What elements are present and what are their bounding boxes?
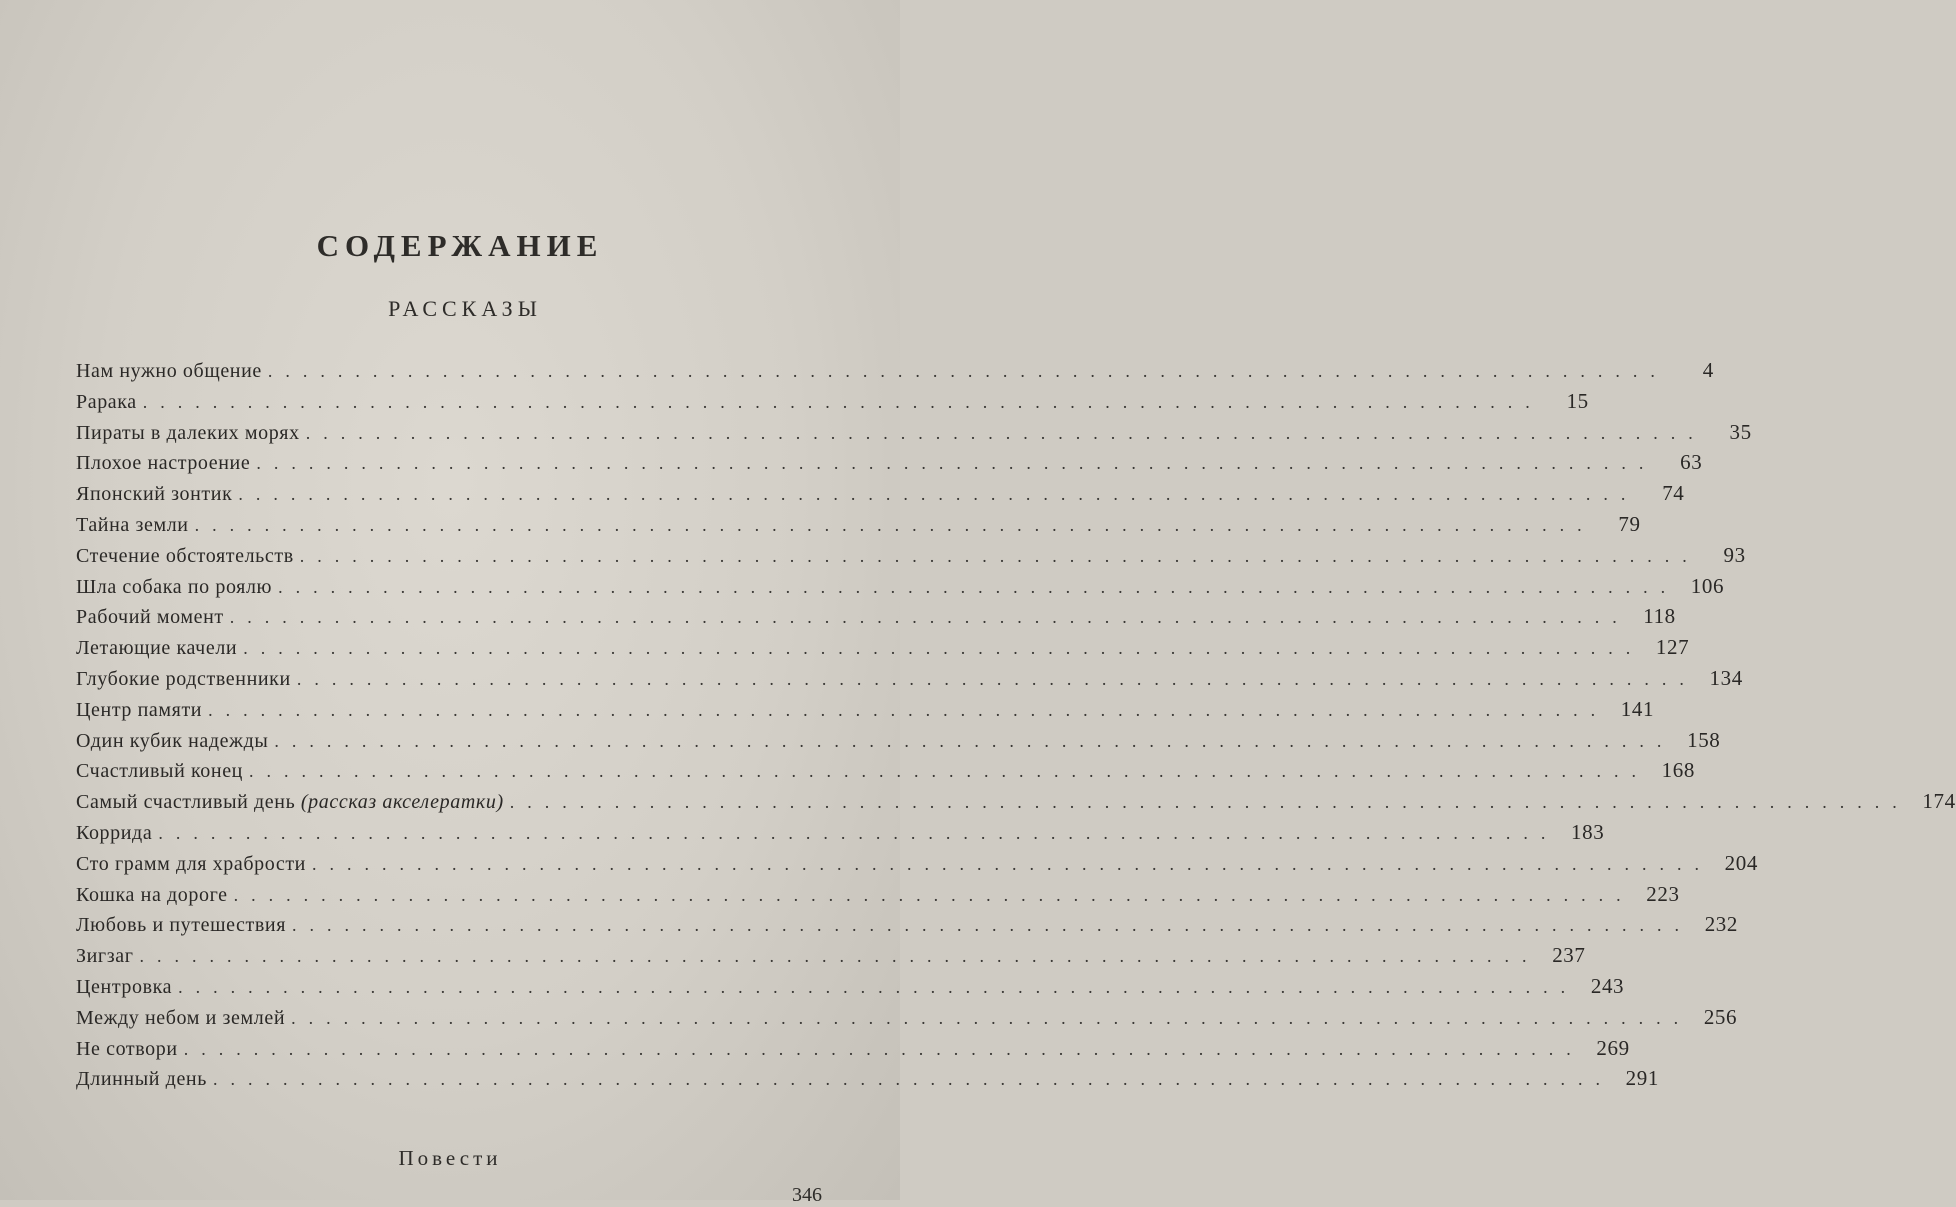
dot-leader: ................................................................................	[305, 422, 1706, 443]
toc-entry	[76, 973, 1625, 1005]
dot-leader: ................................................................................	[139, 946, 1540, 967]
toc-entry-page: 291	[1625, 1066, 1659, 1091]
toc-entry	[76, 881, 1680, 913]
toc-entry-title-text: Коррида	[76, 821, 153, 844]
toc-entry	[76, 727, 1721, 759]
dot-leader: ................................................................................	[311, 853, 1712, 874]
toc-entry	[76, 850, 1758, 882]
toc-entry-title	[76, 822, 152, 845]
toc-entry-title-text: Стечение обстоятельств	[76, 544, 294, 567]
toc-entry-title-text: Центровка	[76, 975, 173, 998]
toc-entry-page: 174	[1922, 789, 1956, 814]
toc-entry-title-text: Плохое настроение	[76, 452, 251, 475]
dot-leader: ................................................................................	[292, 915, 1693, 936]
toc-entry-page: 223	[1646, 881, 1680, 906]
toc-entry-title	[76, 391, 137, 414]
toc-entry-title-text: Тайна земли	[76, 513, 189, 536]
toc-entry-title	[76, 483, 232, 506]
toc-entry-title-text: Рарака	[76, 390, 137, 413]
toc-entry-page: 232	[1704, 912, 1739, 937]
toc-entry	[76, 542, 1746, 574]
toc-entry-title-text: Глубокие родственники	[76, 667, 291, 690]
toc-entry	[76, 1004, 1738, 1036]
toc-entry	[76, 1035, 1630, 1067]
toc-entry-page: 168	[1661, 758, 1695, 783]
toc-entry-title	[76, 884, 228, 907]
toc-entry	[76, 481, 1685, 512]
toc-entry-title	[76, 760, 243, 783]
toc-entry-title-text: Летающие качели	[76, 637, 238, 660]
toc-entry-page: 35	[1729, 419, 1752, 444]
dot-leader: ................................................................................	[158, 822, 1559, 843]
toc-entry-title	[76, 1007, 285, 1030]
toc-entry-page: 63	[1680, 450, 1703, 475]
toc-entry-page: 269	[1596, 1035, 1630, 1060]
toc-entry-title-text: Не сотвори	[76, 1037, 178, 1060]
next-section-heading: Повести	[398, 1146, 502, 1170]
toc-entry-title-text: Центр памяти	[76, 698, 203, 721]
toc-entry	[76, 789, 1956, 820]
dot-leader: ................................................................................	[178, 976, 1579, 997]
toc-entry-page: 158	[1687, 727, 1721, 752]
toc-entry-page: 237	[1552, 943, 1586, 968]
dot-leader: ................................................................................	[274, 730, 1675, 751]
toc-entry-note: (рассказ акселератки)	[300, 791, 504, 814]
toc-entry	[76, 665, 1743, 697]
dot-leader: ................................................................................	[278, 576, 1679, 597]
page-title: СОДЕРЖАНИЕ	[316, 228, 604, 263]
section-heading: РАССКАЗЫ	[388, 296, 542, 321]
toc-entry-page: 204	[1724, 850, 1758, 875]
toc-entry-title	[76, 1038, 178, 1061]
toc-entry-page: 4	[1702, 358, 1714, 382]
toc-entry	[76, 912, 1739, 943]
toc-entry-title-text: Между небом и землей	[76, 1006, 286, 1029]
toc-entry-title-text: Любовь и путешествия	[76, 914, 287, 937]
toc-entry-title	[76, 576, 272, 599]
toc-entry-title-text: Сто грамм для храбрости	[76, 852, 306, 875]
toc-entry-title	[76, 360, 262, 383]
toc-entry-title	[76, 976, 172, 999]
toc-entry-page: 141	[1620, 696, 1655, 721]
toc-entry-page: 106	[1690, 573, 1725, 598]
toc-entry	[76, 1066, 1659, 1097]
table-of-contents	[76, 358, 1956, 1097]
toc-entry	[76, 419, 1752, 451]
dot-leader: ................................................................................	[509, 792, 1910, 813]
toc-entry-title	[76, 452, 250, 475]
toc-entry-title-text: Рабочий момент	[76, 606, 224, 629]
toc-entry-title	[76, 945, 134, 968]
toc-entry	[76, 635, 1690, 666]
dot-leader: ................................................................................	[194, 514, 1595, 535]
page-number: 346	[792, 1184, 822, 1206]
toc-entry	[76, 388, 1589, 420]
dot-leader: ................................................................................	[291, 1007, 1692, 1028]
toc-entry	[76, 511, 1641, 543]
toc-entry	[76, 758, 1695, 789]
toc-entry-page: 74	[1662, 481, 1685, 506]
toc-entry-title	[76, 699, 202, 722]
toc-entry-page: 15	[1566, 388, 1589, 413]
toc-entry-page: 79	[1618, 511, 1641, 536]
toc-entry-title-text: Счастливый конец	[76, 760, 243, 783]
toc-entry-page: 118	[1643, 604, 1676, 629]
dot-leader: ................................................................................	[243, 638, 1644, 659]
toc-entry	[76, 819, 1605, 851]
toc-entry-page: 183	[1571, 819, 1605, 844]
dot-leader: ................................................................................	[267, 361, 1668, 381]
toc-entry-title	[76, 791, 504, 814]
toc-entry-title-text: Нам нужно общение	[76, 360, 262, 382]
toc-entry-title-text: Кошка на дороге	[76, 883, 228, 906]
toc-entry-page: 256	[1703, 1004, 1738, 1029]
toc-entry-title	[76, 422, 300, 445]
toc-entry-title	[76, 606, 224, 629]
toc-entry-page: 243	[1590, 973, 1625, 998]
toc-entry-title-text: Длинный день	[76, 1068, 207, 1091]
dot-leader: ................................................................................	[183, 1038, 1584, 1059]
toc-entry	[76, 604, 1676, 635]
toc-entry-title	[76, 1068, 207, 1091]
dot-leader: ................................................................................	[212, 1069, 1613, 1090]
toc-entry	[76, 943, 1586, 974]
toc-entry-page: 134	[1709, 665, 1743, 690]
toc-entry-title	[76, 545, 294, 568]
dot-leader: ................................................................................	[142, 391, 1543, 412]
toc-entry-page: 127	[1655, 635, 1690, 660]
dot-leader: ................................................................................	[208, 699, 1609, 720]
toc-entry-title-text: Один кубик надежды	[76, 729, 269, 752]
toc-entry	[76, 358, 1714, 389]
dot-leader: ................................................................................	[248, 761, 1649, 782]
toc-entry	[76, 450, 1703, 481]
dot-leader: ................................................................................	[299, 545, 1700, 566]
toc-entry-title	[76, 637, 237, 660]
toc-entry-title	[76, 730, 268, 753]
toc-entry-title-text: Японский зонтик	[76, 483, 233, 506]
toc-entry	[76, 696, 1655, 728]
toc-entry-title	[76, 914, 286, 937]
dot-leader: ................................................................................	[296, 668, 1697, 689]
toc-entry	[76, 573, 1725, 605]
dot-leader: ................................................................................	[233, 884, 1634, 905]
dot-leader: ................................................................................	[256, 453, 1657, 474]
toc-entry-page: 93	[1723, 542, 1746, 567]
toc-entry-title-text: Шла собака по роялю	[76, 575, 273, 598]
toc-entry-title-text: Самый счастливый день	[76, 791, 296, 814]
toc-entry-title-text: Пираты в далеких морях	[76, 421, 300, 444]
toc-entry-title	[76, 853, 306, 876]
toc-entry-title	[76, 514, 189, 537]
dot-leader: ................................................................................	[238, 484, 1639, 505]
toc-entry-title	[76, 668, 291, 691]
dot-leader: ................................................................................	[229, 607, 1630, 628]
toc-entry-title-text: Зигзаг	[76, 945, 134, 968]
